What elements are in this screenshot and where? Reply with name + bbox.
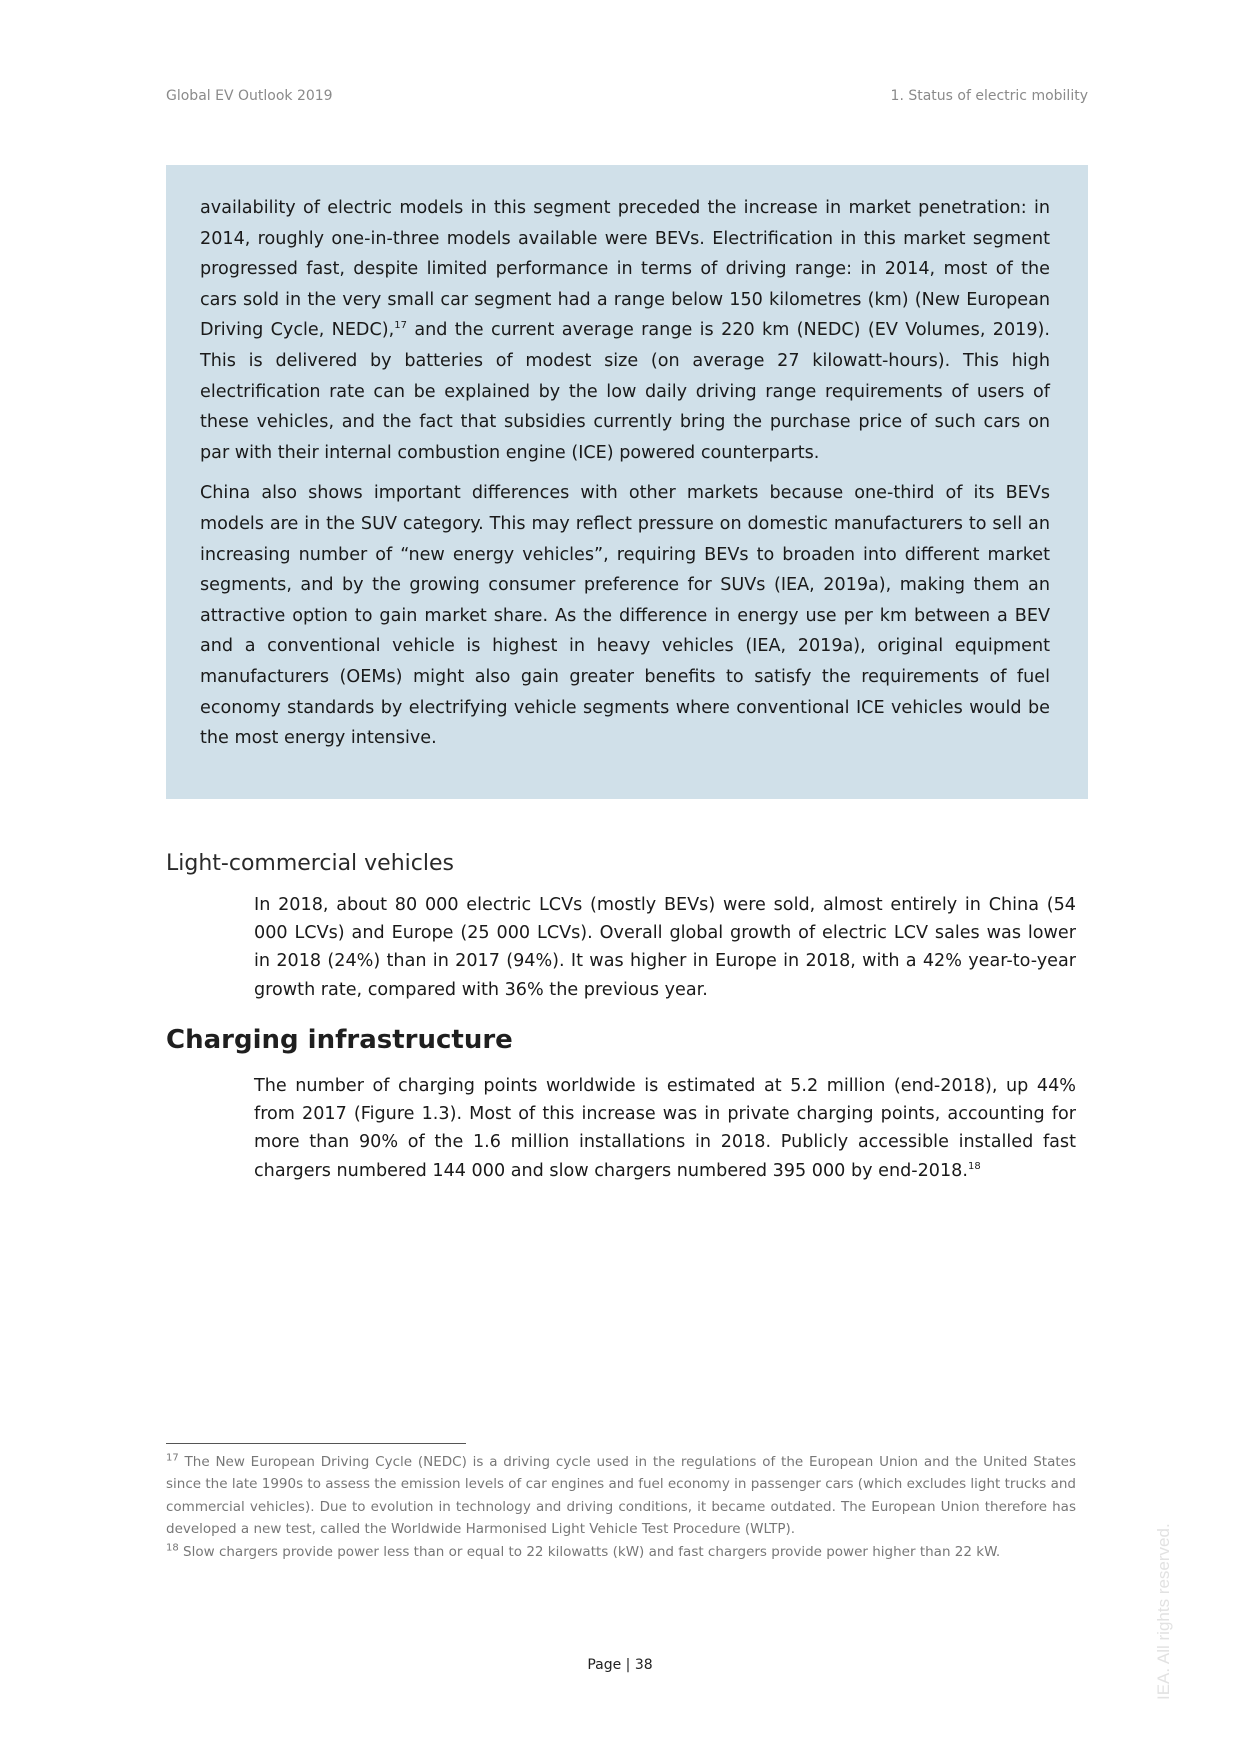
footnote-18 — [166, 1541, 1076, 1563]
footnote-17 — [166, 1451, 1076, 1541]
footnotes — [166, 1451, 1076, 1563]
box-paragraph — [200, 193, 1050, 468]
footnote-text: The New European Driving Cycle (NEDC) is a driving cycle used in the regulations of the European Union and the United States since the late 1990s to assess the emission levels of car engines and fuel economy in passenger cars (which excludes light trucks and commercial vehicles). Due to evolution in technology and driving conditions, it became outdated. The European Union therefore has developed a new test, called the Worldwide Harmonised Light Vehicle Test Procedure (WLTP). — [166, 1454, 1076, 1538]
box-paragraph-text: and the current average range is 220 km (NEDC) (EV Volumes, 2019). This is delivered by batteries of modest size (on average 27 kilowatt-hours). This high electrification rate can be explained by the low daily driving range requirements of users of these vehicles, and the fact that subsidies currently bring the purchase price of such cars on par with their internal combustion engine (ICE) powered counterparts. — [200, 320, 1050, 463]
charging-paragraph-text: The number of charging points worldwide is estimated at 5.2 million (end-2018), up 44% from 2017 (Figure 1.3). Most of this increase was in private charging points, accounting for more than 90% of the 1.6 million installations in 2018. Publicly accessible installed fast chargers numbered 144 000 and slow chargers numbered 395 000 by end-2018. — [254, 1076, 1076, 1181]
box-paragraph: China also shows important differences with other markets because one-third of its BEVs models are in the SUV category. This may reflect pressure on domestic manufacturers to sell an increasing number of “new energy vehicles”, requiring BEVs to broaden into different market segments, and by the growing consumer preference for SUVs (IEA, 2019a), making them an attractive option to gain market share. As the difference in energy use per km between a BEV and a conventional vehicle is highest in heavy vehicles (IEA, 2019a), original equipment manufacturers (OEMs) might also gain greater benefits to satisfy the requirements of fuel economy standards by electrifying vehicle segments where conventional ICE vehicles would be the most energy intensive. — [200, 483, 1050, 749]
highlight-box — [166, 165, 1088, 799]
lcv-paragraph: In 2018, about 80 000 electric LCVs (mostly BEVs) were sold, almost entirely in China (54 000 LCVs) and Europe (25 000 LCVs). Overall global growth of electric LCV sales was lower in 2018 (24%) than in 2017 (94%). It was higher in Europe in 2018, with a 42% year-to-year growth rate, compared with 36% the previous year. — [254, 895, 1076, 1000]
section-heading-charging: Charging infrastructure — [166, 1025, 513, 1055]
section-heading-lcv: Light-commercial vehicles — [166, 851, 454, 876]
running-header-chapter: 1. Status of electric mobility — [890, 88, 1088, 104]
running-header-title: Global EV Outlook 2019 — [166, 88, 333, 104]
charging-paragraph — [254, 1072, 1076, 1185]
page-number: Page | 38 — [587, 1657, 653, 1673]
footnote-mark: 18 — [166, 1542, 179, 1554]
footnote-text: Slow chargers provide power less than or equal to 22 kilowatts (kW) and fast chargers provide power higher than 22 kW. — [178, 1543, 1001, 1560]
box-paragraph-text: availability of electric models in this segment preceded the increase in market penetration: in 2014, roughly one-in-three models available were BEVs. Electrification in this market segment progressed fast, despite limited performance in terms of driving range: in 2014, most of the cars sold in the very small car segment had a range below 150 kilometres (km) (New European Driving Cycle, NEDC), — [200, 198, 1050, 341]
footnote-ref-18[interactable]: 18 — [967, 1160, 981, 1172]
footnote-mark: 17 — [166, 1452, 179, 1464]
footnote-ref-17[interactable]: 17 — [394, 320, 407, 332]
footnote-divider — [166, 1443, 466, 1444]
copyright-watermark: IEA. All rights reserved. — [1154, 1523, 1173, 1700]
